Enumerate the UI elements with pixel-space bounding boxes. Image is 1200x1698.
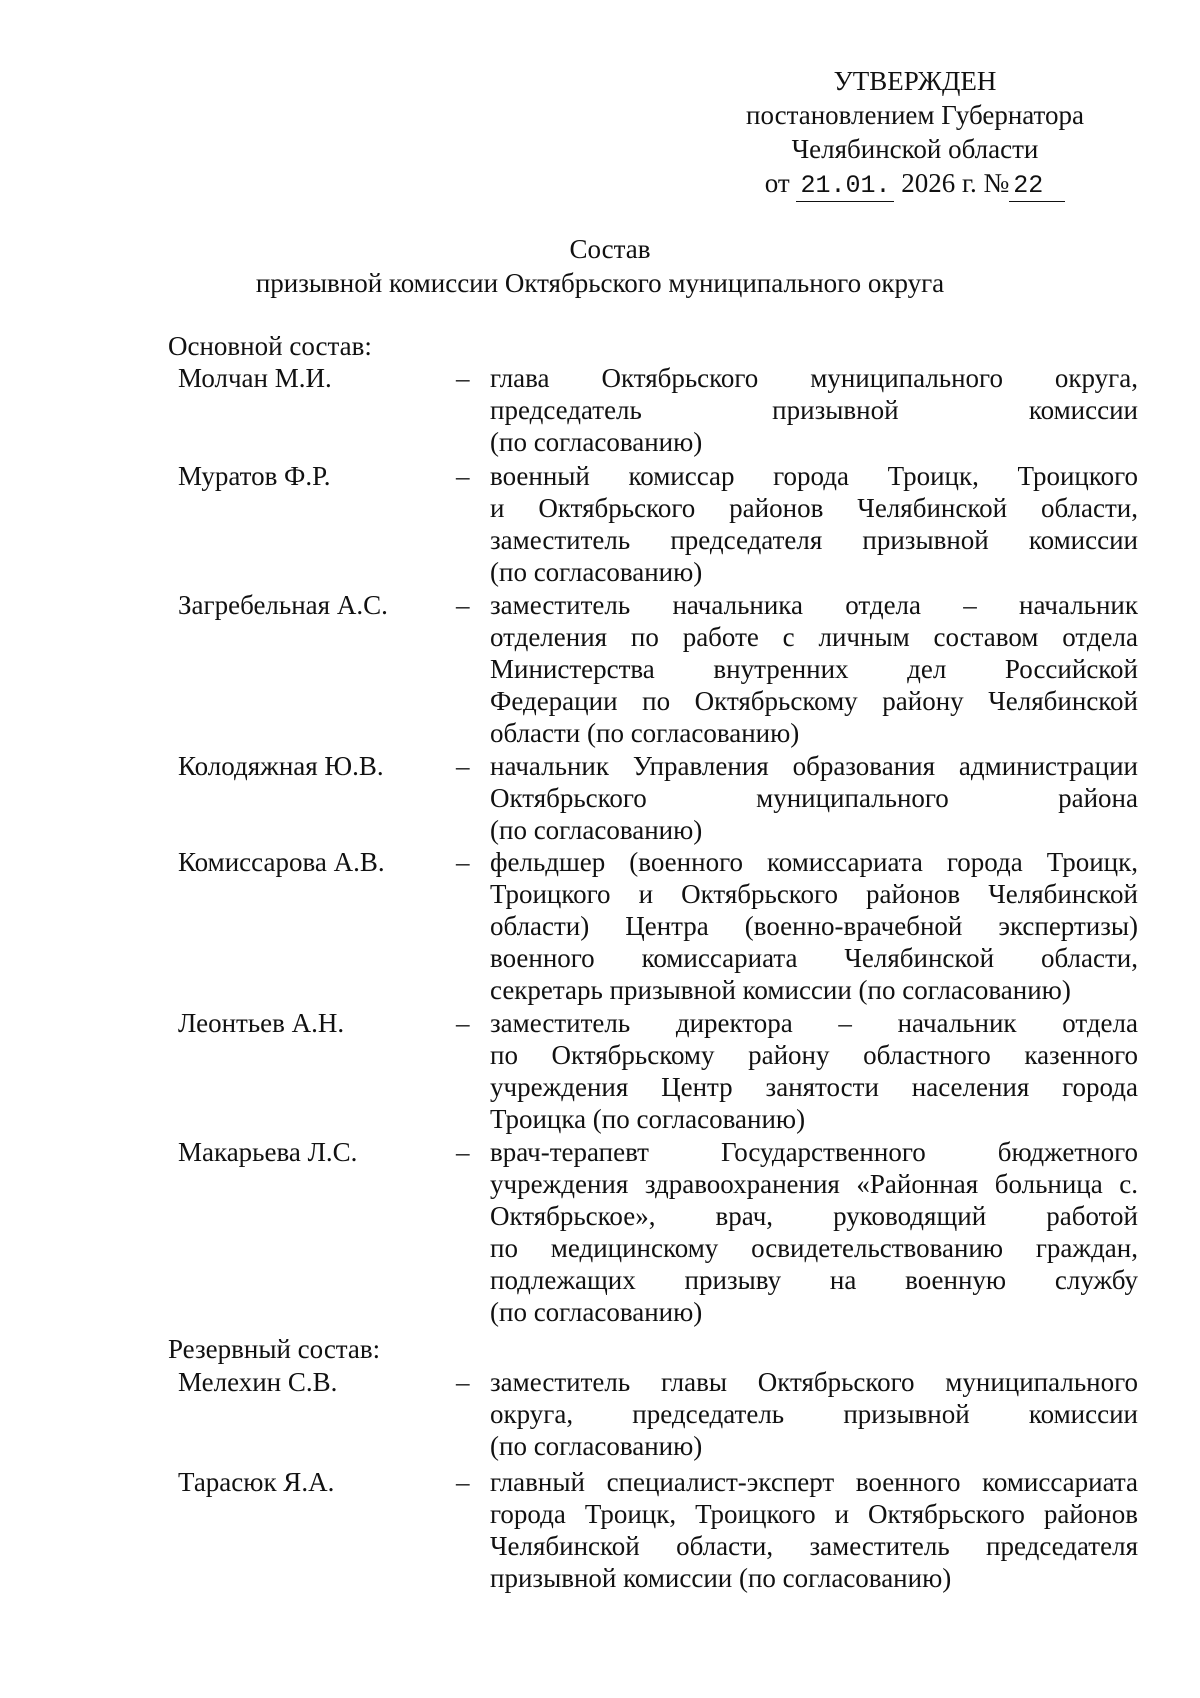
position-line: заместитель директора – начальник отдела	[490, 1008, 1138, 1038]
position-line: Министерства внутренних дел Российской	[490, 654, 1138, 684]
member-dash: –	[456, 1137, 470, 1167]
member-dash: –	[456, 590, 470, 620]
position-line: глава Октябрьского муниципального округа,	[490, 363, 1138, 393]
position-line: (по согласованию)	[490, 557, 703, 587]
position-line: области) Центра (военно-врачебной экспертизы)	[490, 911, 1138, 941]
position-line: Троицкого и Октябрьского районов Челябинской	[490, 879, 1138, 909]
position-line: военный комиссар города Троицк, Троицкого	[490, 461, 1138, 491]
date-prefix: от	[764, 168, 790, 198]
reserve-section-label: Резервный состав:	[168, 1334, 381, 1364]
member-position	[490, 846, 1138, 1006]
position-line: Челябинской области, заместитель председателя	[490, 1531, 1138, 1561]
position-line: Октябрьского муниципального района	[490, 783, 1138, 813]
position-line: по Октябрьскому району областного казенного	[490, 1040, 1138, 1070]
member-position	[490, 1366, 1138, 1462]
position-line: военного комиссариата Челябинской области,	[490, 943, 1138, 973]
approval-date-line	[765, 166, 1066, 202]
position-line: фельдшер (военного комиссариата города Троицк,	[490, 847, 1138, 877]
position-line: начальник Управления образования администрации	[490, 751, 1138, 781]
member-dash: –	[456, 363, 470, 393]
position-line: округа, председатель призывной комиссии	[490, 1399, 1138, 1429]
approval-region-line: Челябинской области	[791, 134, 1039, 164]
position-line: Октябрьское», врач, руководящий работой	[490, 1201, 1138, 1231]
title-line-1: Состав	[569, 234, 651, 264]
member-name: Мелехин С.В.	[178, 1367, 338, 1397]
position-line: города Троицк, Троицкого и Октябрьского районов	[490, 1499, 1138, 1529]
member-dash: –	[456, 751, 470, 781]
date-value: 21.01.	[796, 171, 894, 202]
member-name: Тарасюк Я.А.	[178, 1467, 335, 1497]
position-line: подлежащих призыву на военную службу	[490, 1265, 1138, 1295]
member-dash: –	[456, 461, 470, 491]
position-line: и Октябрьского районов Челябинской области,	[490, 493, 1138, 523]
date-suffix: 2026 г. №	[901, 168, 1010, 198]
position-line: (по согласованию)	[490, 427, 703, 457]
position-line: председатель призывной комиссии	[490, 395, 1138, 425]
position-line: заместитель председателя призывной комиссии	[490, 525, 1138, 555]
member-name: Муратов Ф.Р.	[178, 461, 331, 491]
member-name: Загребельная А.С.	[178, 590, 388, 620]
approval-heading: УТВЕРЖДЕН	[833, 66, 997, 96]
member-position	[490, 1466, 1138, 1594]
member-position	[490, 362, 1138, 458]
position-line: заместитель главы Октябрьского муниципального	[490, 1367, 1138, 1397]
member-dash: –	[456, 1367, 470, 1397]
position-line: учреждения здравоохранения «Районная больница с.	[490, 1169, 1138, 1199]
member-dash: –	[456, 1008, 470, 1038]
member-dash: –	[456, 847, 470, 877]
position-line: врач-терапевт Государственного бюджетного	[490, 1137, 1138, 1167]
member-name: Комиссарова А.В.	[178, 847, 385, 877]
member-dash: –	[456, 1467, 470, 1497]
position-line: (по согласованию)	[490, 815, 703, 845]
member-name: Колодяжная Ю.В.	[178, 751, 384, 781]
position-line: Федерации по Октябрьскому району Челябинской	[490, 686, 1138, 716]
position-line: (по согласованию)	[490, 1297, 703, 1327]
member-name: Молчан М.И.	[178, 363, 332, 393]
member-position	[490, 1136, 1138, 1328]
member-position	[490, 460, 1138, 588]
position-line: учреждения Центр занятости населения города	[490, 1072, 1138, 1102]
position-line: заместитель начальника отдела – начальник	[490, 590, 1138, 620]
document-title	[0, 232, 1200, 300]
member-position	[490, 589, 1138, 749]
position-line: призывной комиссии (по согласованию)	[490, 1563, 952, 1593]
member-name: Леонтьев А.Н.	[178, 1008, 345, 1038]
member-position	[490, 1007, 1138, 1135]
title-line-2: призывной комиссии Октябрьского муниципального округа	[255, 268, 945, 298]
member-position	[490, 750, 1138, 846]
position-line: отделения по работе с личным составом отдела	[490, 622, 1138, 652]
position-line: (по согласованию)	[490, 1431, 703, 1461]
approval-stamp	[680, 64, 1150, 202]
position-line: области (по согласованию)	[490, 718, 800, 748]
decree-number: 22	[1009, 171, 1065, 202]
main-section-label: Основной состав:	[168, 331, 372, 361]
position-line: секретарь призывной комиссии (по согласованию)	[490, 975, 1071, 1005]
approval-decree-line: постановлением Губернатора	[746, 100, 1084, 130]
position-line: Троицка (по согласованию)	[490, 1104, 806, 1134]
position-line: главный специалист-эксперт военного комиссариата	[490, 1467, 1138, 1497]
position-line: по медицинскому освидетельствованию граждан,	[490, 1233, 1138, 1263]
member-name: Макарьева Л.С.	[178, 1137, 358, 1167]
